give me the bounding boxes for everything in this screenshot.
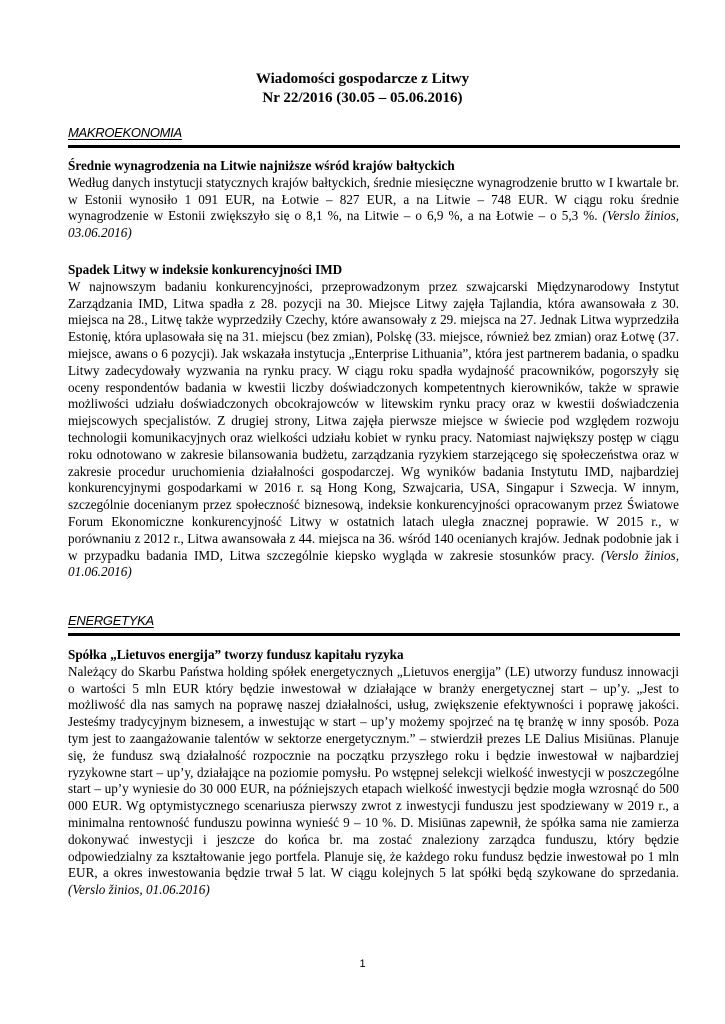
article-body: Według danych instytucji statycznych krajów bałtyckich, średnie miesięczne wynagrodzenie brutto w I kwartale br. w Estonii wynosiło 1 091 EUR, na Łotwie – 827 EUR, a na Litwie – 748 EUR. W ciągu roku średnie wynagrodzenie w Estonii zwiększyło się o 8,1 %, na Litwie – o 6,9 %, a na Łotwie – o 5,3 %. (Verslo žinios, 03.06.2016) bbox=[68, 174, 679, 241]
section-heading-makroekonomia: MAKROEKONOMIA bbox=[68, 125, 182, 140]
article-average-wages bbox=[68, 158, 679, 242]
article-source: (Verslo žinios, 01.06.2016) bbox=[68, 882, 210, 898]
article-imd-ranking bbox=[68, 262, 679, 581]
section-heading-energetyka: ENERGETYKA bbox=[68, 613, 154, 628]
article-source: (Verslo žinios, 03.06.2016) bbox=[68, 208, 679, 241]
article-source: (Verslo žinios, 01.06.2016) bbox=[68, 547, 679, 580]
section-divider bbox=[68, 145, 680, 147]
section-divider bbox=[68, 633, 680, 635]
document-title: Wiadomości gospodarcze z Litwy bbox=[255, 71, 470, 87]
article-heading: Średnie wynagrodzenia na Litwie najniższe wśród krajów bałtyckich bbox=[68, 158, 455, 173]
article-lietuvos-energija-fund bbox=[68, 647, 679, 899]
page-number: 1 bbox=[359, 958, 366, 970]
article-body: Należący do Skarbu Państwa holding spółek energetycznych „Lietuvos energija” (LE) utworzy fundusz innowacji o wartości 5 mln EUR który będzie inwestował w działające w branży energetycznej start – up’y. „Jest to możliwość dla nas samych na poprawę naszej działalności, usług, zwiększenie efektywności i poprawę jakości. Jesteśmy tradycyjnym biznesem, a inwestując w start – up’y możemy spojrzeć na tę branżę w inny sposób. Poza tym jest to zaangażowanie talentów w sektorze energetycznym.” – stwierdził prezes LE Dalius Misiūnas. Planuje się, że fundusz swą działalność rozpocznie na początku przyszłego roku i będzie inwestował w najbardziej ryzykowne start – up’y, działające na poziomie pomysłu. Po wstępnej selekcji wielkość inwestycji w poszczególne start – up’y wyniesie do 30 000 EUR, na późniejszych etapach wielkość inwestycji będzie mogła wzrosnąć do 500 000 EUR. Wg optymistycznego scenariusza pierwszy zwrot z inwestycji funduszu jest spodziewany w 2019 r., a minimalna rentowność funduszu powinna wynieść 9 – 10 %. D. Misiūnas zapewnił, że spółka sama nie zamierza dokonywać inwestycji i jeszcze do końca br. ma zostać znaleziony zarządca funduszu, który będzie odpowiedzialny za kształtowanie jego portfela. Planuje się, że każdego roku fundusz będzie inwestował po 1 mln EUR, a okres inwestowania będzie trwał 5 lat. W ciągu kolejnych 5 lat spółki będą szykowane do sprzedania. (Verslo žinios, 01.06.2016) bbox=[68, 663, 679, 898]
article-heading: Spadek Litwy w indeksie konkurencyjności IMD bbox=[68, 262, 343, 277]
document-issue: Nr 22/2016 (30.05 – 05.06.2016) bbox=[262, 90, 463, 106]
article-heading: Spółka „Lietuvos energija” tworzy fundusz kapitału ryzyka bbox=[68, 647, 404, 662]
article-body: W najnowszym badaniu konkurencyjności, przeprowadzonym przez szwajcarski Międzynarodowy Instytut Zarządzania IMD, Litwa spadła z 28. pozycji na 30. Miejsce Litwy zajęła Tajlandia, która awansowała z 30. miejsca na 28., Litwę także wyprzedziły Czechy, które awansowały z 29. miejsca na 27. Jednak Litwa wyprzedziła Estonię, która uplasowała się na 31. miejscu (bez zmian), Polskę (33. miejsce, również bez zmian) oraz Łotwę (37. miejsce, awans o 6 pozycji). Jak wskazała instytucja „Enterprise Lithuania”, która jest partnerem badania, o spadku Litwy zadecydowały wyzwania na rynku pracy. W ciągu roku spadła wydajność pracowników, pogorszyły się oceny respondentów badania w kwestii liczby doświadczonych kompetentnych kierowników, także w sprawie możliwości udziału doświadczonych obcokrajowców w litewskim rynku pracy oraz w kwestii doświadczenia miejscowych specjalistów. Z drugiej strony, Litwa zajęła pierwsze miejsce w świecie pod względem rozwoju technologii komunikacyjnych oraz wielkości udziału kobiet w rynku pracy. Natomiast największy postęp w ciągu roku odnotowano w zakresie bilansowania budżetu, zarządzania ryzykiem starzejącego się społeczeństwa oraz w zakresie procedur uruchomienia działalności gospodarczej. Wg wyników badania Instytutu IMD, najbardziej konkurencyjnymi gospodarkami w 2016 r. są Hong Kong, Szwajcaria, USA, Singapur i Szwecja. W innym, szczególnie docenianym przez społeczność biznesową, indeksie konkurencyjności opracowanym przez Światowe Forum Ekonomiczne konkurencyjność Litwy w ostatnich latach uległa znacznej poprawie. W 2015 r., w porównaniu z 2012 r., Litwa awansowała z 44. miejsca na 36. wśród 140 ocenianych krajów. Jednak podobnie jak i w przypadku badania IMD, Litwa szczególnie kiepsko wygląda w zakresie stosunków pracy. (Verslo žinios, 01.06.2016) bbox=[68, 278, 679, 580]
